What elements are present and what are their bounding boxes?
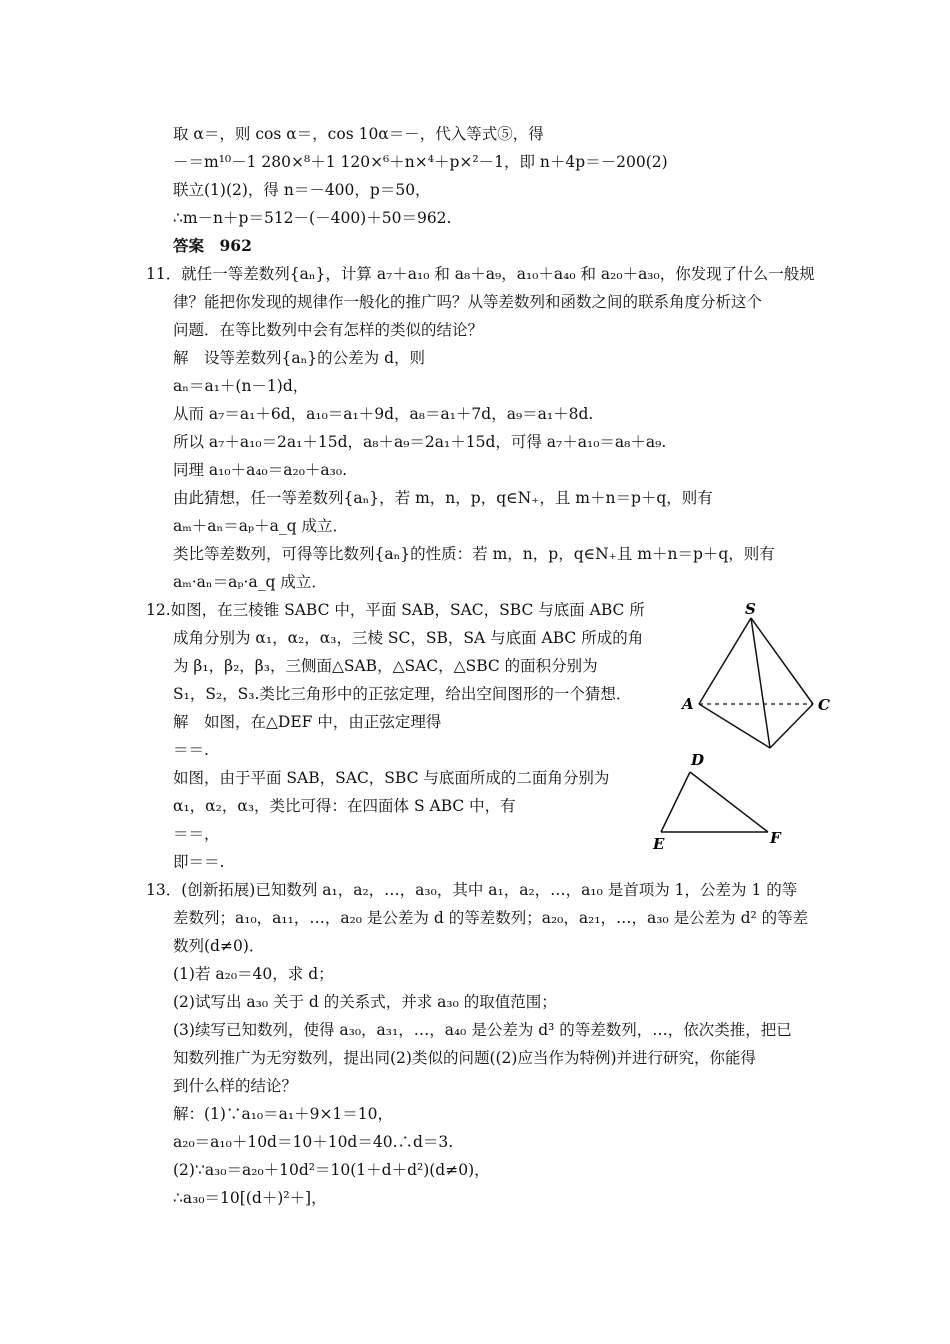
text-line: ＝＝， [173,825,220,843]
text-line: 12.如图，在三棱锥 SABC 中，平面 SAB，SAC，SBC 与底面 ABC 所 [146,601,645,619]
text-line: 13．(创新拓展)已知数列 a₁，a₂，…，a₃₀，其中 a₁，a₂，…，a₁₀ 是首项为 1，公差为 1 的等 [146,881,798,899]
label-f: F [770,829,781,847]
text-line: (1)若 a₂₀＝40，求 d； [173,965,334,983]
text-line: 为 β₁，β₂，β₃，三侧面△SAB，△SAC，△SBC 的面积分别为 [173,657,598,675]
text-line: (3)续写已知数列，使得 a₃₀，a₃₁，…，a₄₀ 是公差为 d³ 的等差数列，…，依次类推，把已 [173,1021,792,1039]
text-line: 从而 a₇＝a₁＋6d，a₁₀＝a₁＋9d，a₈＝a₁＋7d，a₉＝a₁＋8d. [173,405,594,423]
text-line: 问题．在等比数列中会有怎样的类似的结论？ [173,321,484,339]
text-line: ∴a₃₀＝10[(d＋)²＋]， [173,1189,327,1207]
text-line: 律？能把你发现的规律作一般化的推广吗？从等差数列和函数之间的联系角度分析这个 [173,293,763,311]
text-line: 同理 a₁₀＋a₄₀＝a₂₀＋a₃₀. [173,461,348,479]
edge-ab [699,704,770,748]
text-line: 知数列推广为无穷数列，提出同(2)类似的问题((2)应当作为特例)并进行研究，你能得 [173,1049,757,1067]
edge-sa [699,618,751,704]
text-line: 所以 a₇＋a₁₀＝2a₁＋15d，a₈＋a₉＝2a₁＋15d，可得 a₇＋a₁₀＝a₈＋a₉. [173,433,667,451]
text-line: 如图，由于平面 SAB，SAC，SBC 与底面所成的二面角分别为 [173,769,610,787]
edge-sb [751,618,770,748]
text-line: aₘ＋aₙ＝aₚ＋a_q 成立． [173,517,348,535]
text-line: 解 如图，在△DEF 中，由正弦定理得 [173,713,442,731]
label-s: S [745,600,756,618]
edge-df [690,772,768,832]
text-line: ∴m－n＋p＝512－(－400)＋50＝962. [173,209,452,227]
text-line: 类比等差数列，可得等比数列{aₙ}的性质：若 m，n，p，q∈N₊且 m＋n＝p＋q，则有 [173,545,775,563]
edge-sc [751,618,813,704]
label-a: A [682,695,694,713]
text-line: a₂₀＝a₁₀＋10d＝10＋10d＝40.∴d＝3. [173,1133,454,1151]
text-line: S₁，S₂，S₃.类比三角形中的正弦定理，给出空间图形的一个猜想． [173,685,632,703]
text-line: (2)∵a₃₀＝a₂₀＋10d²＝10(1＋d＋d²)(d≠0)， [173,1161,490,1179]
edge-bc [770,704,813,748]
text-line: aₘ·aₙ＝aₚ·a_q 成立． [173,573,327,591]
text-line: 数列(d≠0)． [173,937,265,955]
text-line: 差数列；a₁₀，a₁₁，…，a₂₀ 是公差为 d 的等差数列；a₂₀，a₂₁，…，a₃₀ 是公差为 d² 的等差 [173,909,809,927]
text-line: －＝m¹⁰－1 280×⁸＋1 120×⁶＋n×⁴＋p×²－1，即 n＋4p＝－200(2) [173,153,668,171]
text-line: 成角分别为 α₁，α₂，α₃，三棱 SC，SB，SA 与底面 ABC 所成的角 [173,629,644,647]
text-line: 由此猜想，任一等差数列{aₙ}，若 m，n，p，q∈N₊，且 m＋n＝p＋q，则有 [173,489,713,507]
text-line: α₁，α₂，α₃，类比可得：在四面体 S ABC 中，有 [173,797,516,815]
text-line: 解：(1)∵a₁₀＝a₁＋9×1＝10， [173,1105,394,1123]
text-line: 11．就任一等差数列{aₙ}，计算 a₇＋a₁₀ 和 a₈＋a₉，a₁₀＋a₄₀ 和 a₂₀＋a₃₀，你发现了什么一般规 [146,265,815,283]
text-line: 即＝＝. [173,853,225,871]
text-line: 到什么样的结论？ [173,1077,298,1095]
label-e: E [653,835,665,853]
text-line: 解 设等差数列{aₙ}的公差为 d，则 [173,349,426,367]
text-line: 取 α＝，则 cos α＝，cos 10α＝－，代入等式⑤，得 [173,125,544,143]
text-line: (2)试写出 a₃₀ 关于 d 的关系式，并求 a₃₀ 的取值范围； [173,993,557,1011]
text-line: 答案 962 [173,236,252,255]
label-c: C [818,696,830,714]
edge-de [661,772,690,832]
text-line: aₙ＝a₁＋(n－1)d， [173,377,309,395]
text-line: ＝＝. [173,741,209,759]
text-line: 联立(1)(2)，得 n＝－400，p＝50， [173,181,431,199]
label-d: D [691,751,705,769]
